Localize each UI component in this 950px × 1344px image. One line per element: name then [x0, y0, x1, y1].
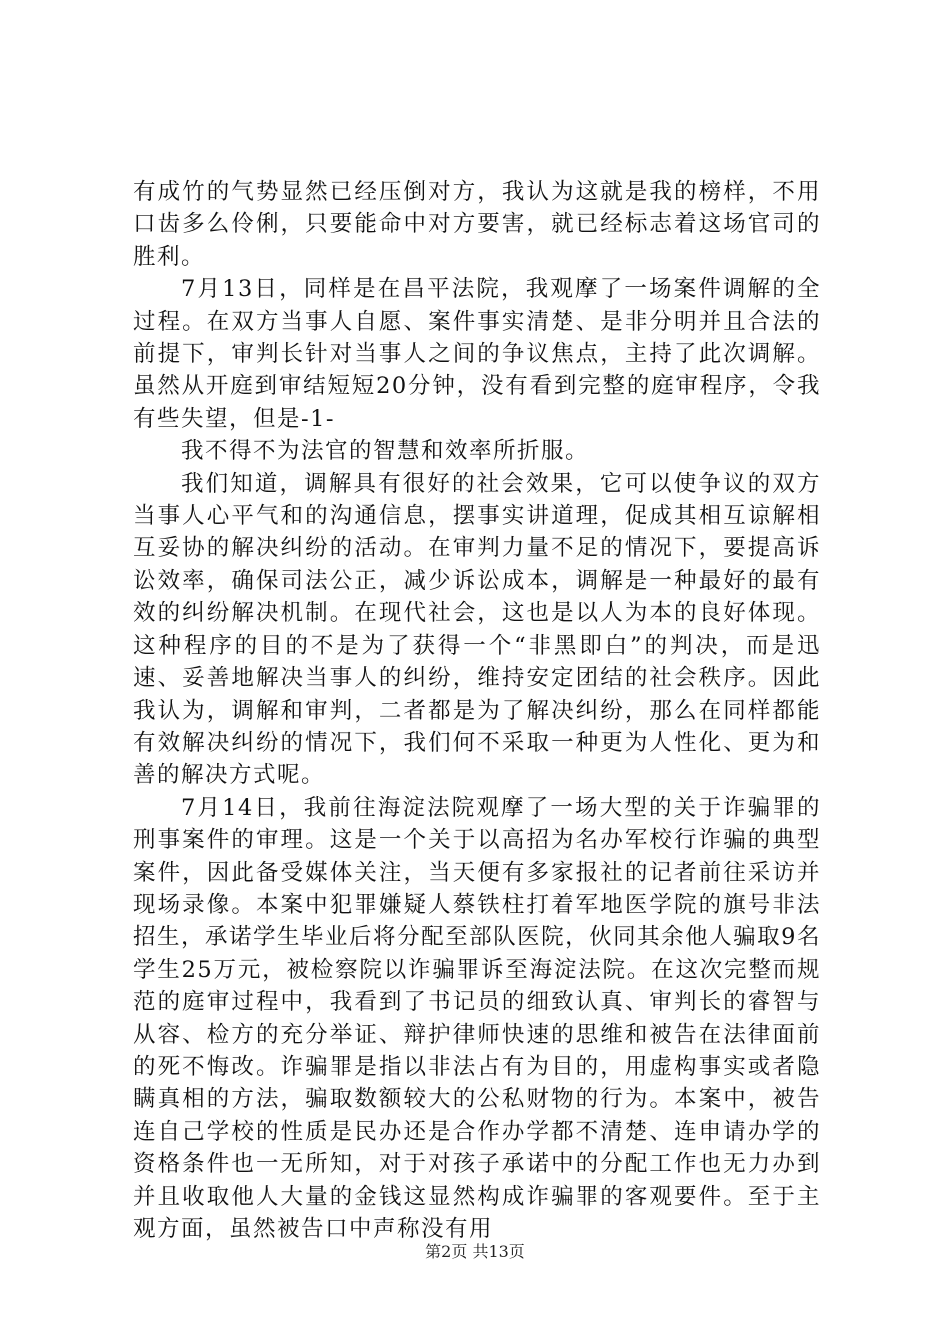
page-number-footer: 第2页 共13页	[425, 1242, 525, 1261]
paragraph-5: 7月14日，我前往海淀法院观摩了一场大型的关于诈骗罪的刑事案件的审理。这是一个关于以高招为名办军校行诈骗的典型案件，因此备受媒体关注，当天便有多家报社的记者前往采访并现场录像。本案中犯罪嫌疑人蔡铁柱打着军地医学院的旗号非法招生，承诺学生毕业后将分配至部队医院，伙同其余他人骗取9名学生25万元，被检察院以诈骗罪诉至海淀法院。在这次完整而规范的庭审过程中，我看到了书记员的细致认真、审判长的睿智与从容、检方的充分举证、辩护律师快速的思维和被告在法律面前的死不悔改。诈骗罪是指以非法占有为目的，用虚构事实或者隐瞒真相的方法，骗取数额较大的公私财物的行为。本案中，被告连自己学校的性质是民办还是合作办学都不清楚、连申请办学的资格条件也一无所知，对于对孩子承诺中的分配工作也无力办到并且收取他人大量的金钱这显然构成诈骗罪的客观要件。至于主观方面，虽然被告口中声称没有用	[133, 794, 821, 1242]
paragraph-3: 我不得不为法官的智慧和效率所折服。	[181, 438, 590, 465]
paragraph-1: 有成竹的气势显然已经压倒对方，我认为这就是我的榜样，不用口齿多么伶俐，只要能命中对方要害，就已经标志着这场官司的胜利。	[133, 179, 821, 270]
document-body	[133, 176, 821, 1245]
paragraph-2: 7月13日，同样是在昌平法院，我观摩了一场案件调解的全过程。在双方当事人自愿、案件事实清楚、是非分明并且合法的前提下，审判长针对当事人之间的争议焦点，主持了此次调解。虽然从开庭到审结短短20分钟，没有看到完整的庭审程序，令我有些失望，但是-1-	[133, 276, 821, 432]
paragraph-4: 我们知道，调解具有很好的社会效果，它可以使争议的双方当事人心平气和的沟通信息，摆事实讲道理，促成其相互谅解相互妥协的解决纠纷的活动。在审判力量不足的情况下，要提高诉讼效率，确保司法公正，减少诉讼成本，调解是一种最好的最有效的纠纷解决机制。在现代社会，这也是以人为本的良好体现。这种程序的目的不是为了获得一个“非黑即白”的判决，而是迅速、妥善地解决当事人的纠纷，维持安定团结的社会秩序。因此我认为，调解和审判，二者都是为了解决纠纷，那么在同样都能有效解决纠纷的情况下，我们何不采取一种更为人性化、更为和善的解决方式呢。	[133, 470, 821, 789]
